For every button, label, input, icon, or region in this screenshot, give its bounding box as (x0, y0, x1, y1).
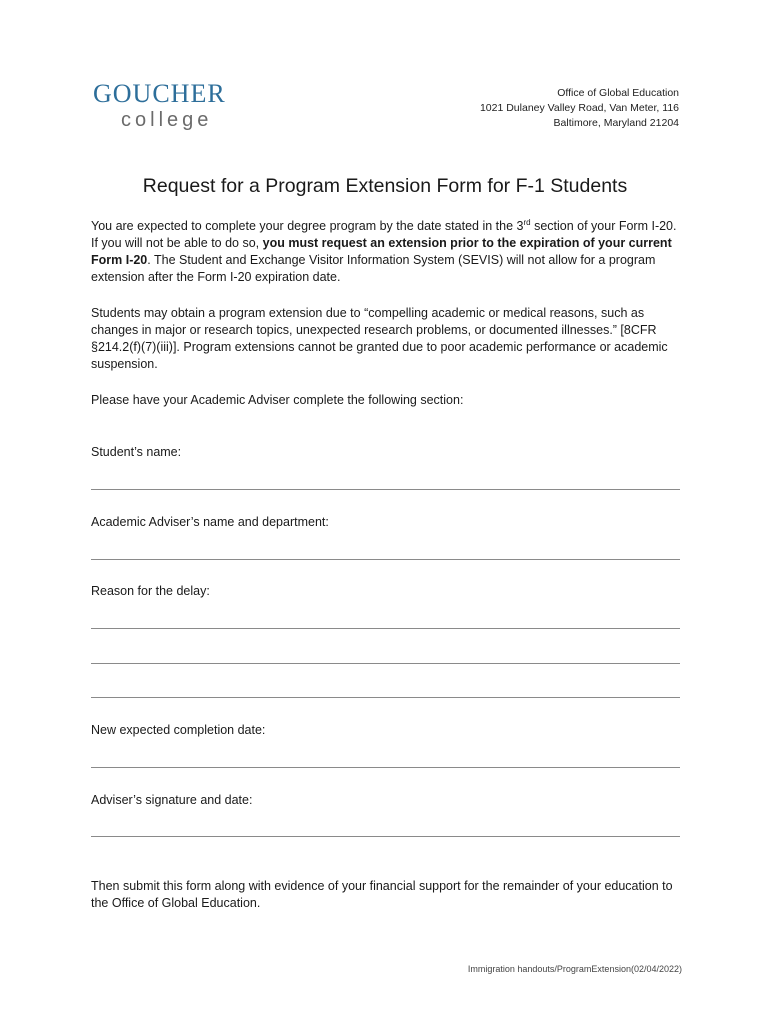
eligibility-paragraph: Students may obtain a program extension due to “compelling academic or medical reasons, such as changes in major or research topics, unexpected research problems, or documented illnesses.” [8CFR §214.2(f)(7)(iii)]. Program extensions cannot be granted due to poor academic performance or academic suspension. (91, 306, 668, 371)
adviser-name-line[interactable] (91, 559, 680, 560)
adviser-name-label: Academic Adviser’s name and department: (91, 515, 329, 529)
intro-text-c: . The Student and Exchange Visitor Information System (SEVIS) will not allow for a program extension after the Form I-20 expiration date. (91, 253, 656, 284)
intro-text-a: You are expected to complete your degree program by the date stated in the 3 (91, 219, 524, 233)
instruction-paragraph: Please have your Academic Adviser complete the following section: (91, 393, 464, 407)
signature-line[interactable] (91, 836, 680, 837)
reason-line-2[interactable] (91, 663, 680, 664)
intro-bold-text: you must request an extension prior to the expiration of your current Form I-20 (91, 236, 672, 267)
reason-line-3[interactable] (91, 697, 680, 698)
reason-label: Reason for the delay: (91, 584, 210, 598)
office-address (480, 86, 679, 131)
goucher-logo (93, 80, 226, 132)
completion-date-label: New expected completion date: (91, 723, 266, 737)
signature-label: Adviser’s signature and date: (91, 793, 253, 807)
intro-text-b: section of your Form I-20. If you will not be able to do so, (91, 219, 677, 250)
reason-line-1[interactable] (91, 628, 680, 629)
intro-paragraph (91, 218, 681, 286)
page-title: Request for a Program Extension Form for F-1 Students (142, 175, 628, 197)
address-line-1: Office of Global Education (557, 87, 679, 99)
logo-subtitle: college (121, 109, 213, 131)
intro-superscript: rd (523, 217, 531, 227)
student-name-label: Student’s name: (91, 445, 182, 459)
closing-paragraph: Then submit this form along with evidence of your financial support for the remainder of your education to the Office of Global Education. (91, 879, 673, 910)
address-line-2: 1021 Dulaney Valley Road, Van Meter, 116 (479, 102, 679, 114)
footer-reference: Immigration handouts/ProgramExtension(02/04/2022) (467, 964, 682, 974)
student-name-line[interactable] (91, 489, 680, 490)
logo-wordmark: GOUCHER (93, 79, 226, 108)
completion-date-line[interactable] (91, 767, 680, 768)
address-line-3: Baltimore, Maryland 21204 (553, 117, 679, 129)
